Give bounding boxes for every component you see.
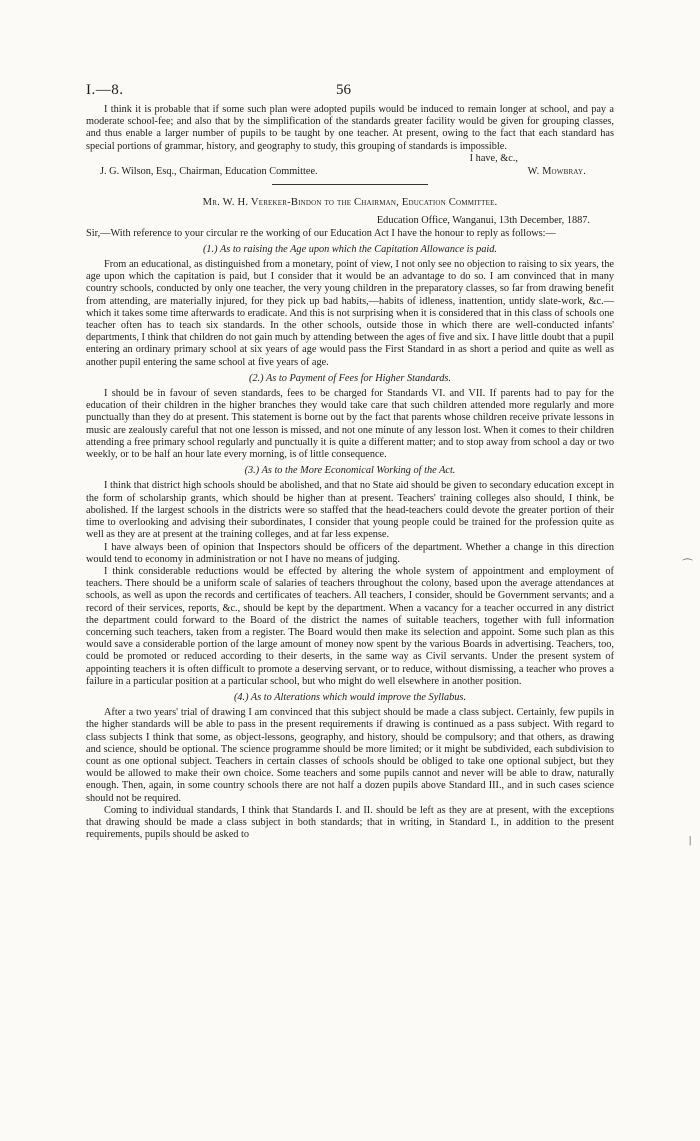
addressee: J. G. Wilson, Esq., Chairman, Education Committee. <box>100 166 318 178</box>
margin-edge-mark: | <box>689 834 692 846</box>
intro-paragraph: I think it is probable that if some such plan were adopted pupils would be induced to remain longer at school, and pay a moderate school-fee; and also that by the simplification of the standards greater facility would be given for grouping classes, and thus enable a larger number of pupils to be taught by one teacher. At present, owing to the fact that each standard has special portions of grammar, history, and geography to study, this grouping of standards is impossible. <box>86 104 614 152</box>
margin-bracket-mark: ⌒ <box>682 559 693 571</box>
signature: W. Mowbray. <box>527 166 586 178</box>
letter-heading: Mr. W. H. Vereker-Bindon to the Chairman, Education Committee. <box>202 197 498 209</box>
section-3-paragraph-1: I think that district high schools should be abolished, and that no State aid should be given to secondary education except in the form of scholarship grants, which should be higher than at present. Teachers' training colleges also should, I think, be abolished. If the largest schools in the districts were so staffed that the head-teachers could devote the greater portion of their time to overlooking and advising their subordinates, I consider that young people could be trained for the profession quite as well as they are at present at the training colleges, and at far less expense. <box>86 480 614 541</box>
document-reference: I.—8. <box>86 82 124 98</box>
section-4-paragraph-1: After a two years' trial of drawing I am convinced that this subject should be made a class subject. Certainly, few pupils in the higher standards will be able to pass in the present requirements if drawing is continued as a pass subject. With regard to class subjects I think that some, as object-lessons, geography, and history, should be compulsory; and that others, as drawing and science, should be optional. The science programme should be more limited; or it might be subdivided, each subdivision to count as one optional subject. Teachers in certain classes of schools should be obliged to take one optional subject, but they would be allowed to make their own choice. Some teachers and some pupils cannot and never will be able to draw, naturally enough. Then, again, in some country schools there are not half a dozen pupils above Standard III., and in such cases science should not be required. <box>86 707 614 804</box>
letter-dateline: Education Office, Wanganui, 13th December, 1887. <box>376 215 590 227</box>
section-3-title: (3.) As to the More Economical Working of the Act. <box>244 465 456 477</box>
section-1-title: (1.) As to raising the Age upon which the Capitation Allowance is paid. <box>202 243 498 255</box>
page-number: 56 <box>336 82 351 98</box>
section-2-paragraph: I should be in favour of seven standards, fees to be charged for Standards VI. and VII. If parents had to pay for the education of their children in the higher branches they would take care that such children attended more regularly and more punctually than they do at present. This statement is borne out by the fact that parents whose children receive private lessons in music are zealously careful that not one lesson is missed, and not one minute of any lesson lost. When it comes to their children attending a free primary school regularly and punctually it is quite a different matter; and to stop away from school a day or two weekly, or to be half an hour late every morning, is of little consequence. <box>86 388 614 461</box>
signature-row <box>86 166 614 178</box>
section-1-paragraph: From an educational, as distinguished from a monetary, point of view, I not only see no objection to raising to six years, the age upon which the capitation is paid, but I consider that it would be an advantage to do so. I am convinced that in many country schools, conducted by only one teacher, the very young children in the preparatory classes, so far from drawing benefit from attending, are materially injured, for they pick up bad habits,—habits of idleness, inattention, untidy slate-work, &c.—which it takes some time afterwards to eradicate. And this is not surprising when it is considered that in this class of schools one teacher often has to teach six standards. In the other schools, outside those in which there are well-conducted infants' departments, I think that children do not gain much by attending between the ages of five and six. I have little doubt that a pupil entering an ordinary primary school at six years of age would pass the First Standard in as short a period and quite as well as another pupil entering the same school at five years of age. <box>86 259 614 368</box>
section-3-paragraph-3: I think considerable reductions would be effected by altering the whole system of appointment and employment of teachers. There should be a uniform scale of salaries of teachers throughout the colony, based upon the average attendances at schools, as well as upon the records and certificates of teachers. All teachers, I consider, should be Government servants; and a record of their services, reports, &c., should be kept by the department. When a vacancy for a teacher occurred in any district the department could forward to the Board of the district the names of suitable teachers, together with full information concerning such teachers, taken from a register. The Board would then make its selection and appoint. Some such plan as this would save a considerable portion of the large amount of money now spent by the various Boards in advertising. Teachers, too, could be promoted or reduced according to their deserts, in the same way as Civil servants. Under the present system of appointing teachers it is often difficult to promote a deserving servant, or to reduce, without dismissing, a teacher who proves a failure in a particular position at a particular school, but who might do well elsewhere in another position. <box>86 565 614 687</box>
document-body <box>86 104 614 841</box>
section-4-title: (4.) As to Alterations which would improve the Syllabus. <box>233 691 467 703</box>
section-4-paragraph-2: Coming to individual standards, I think that Standards I. and II. should be left as they are at present, with the exceptions that drawing should be made a class subject in both standards; that in writing, in Standard I., in addition to the present requirements, pupils should be asked to <box>86 804 614 841</box>
valediction: I have, &c., <box>469 152 518 164</box>
letter-salutation: Sir,—With reference to your circular re the working of our Education Act I have the honour to reply as follows:— <box>86 227 556 239</box>
valediction-row <box>86 153 518 165</box>
section-divider <box>272 184 428 185</box>
section-3-paragraph-2: I have always been of opinion that Inspectors should be officers of the department. Whether a change in this direction would tend to economy in administration or not I have no means of judging. <box>86 541 614 565</box>
section-2-title: (2.) As to Payment of Fees for Higher Standards. <box>249 372 451 384</box>
